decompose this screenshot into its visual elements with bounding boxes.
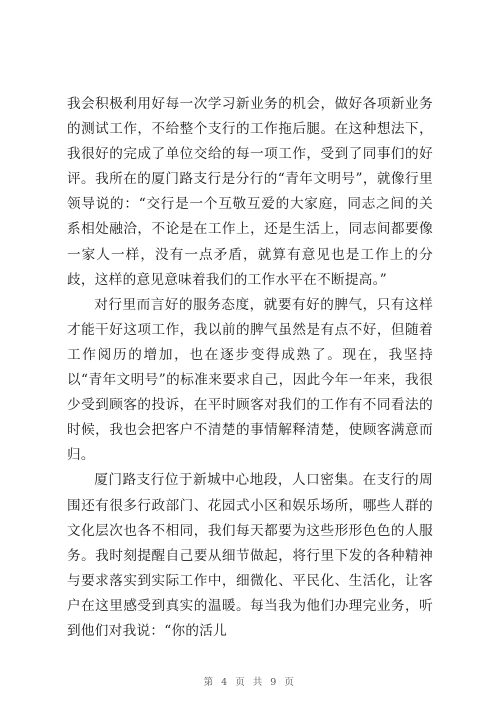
page-footer [0, 674, 500, 688]
document-body [67, 92, 433, 644]
paragraph-1: 我会积极利用好每一次学习新业务的机会，做好各项新业务的测试工作，不给整个支行的工作拖后腿。在这种想法下，我很好的完成了单位交给的每一项工作，受到了同事们的好评。我所在的厦门路支行是分行的“青年文明号”，就像行里领导说的：“交行是一个互敬互爱的大家庭，同志之间的关系相处融洽，不论是在工作上，还是生活上，同志间都要像一家人一样，没有一点矛盾，就算有意见也是工作上的分歧，这样的意见意味着我们的工作水平在不断提高。” [67, 96, 433, 288]
paragraph-2: 对行里而言好的服务态度，就要有好的脾气，只有这样才能干好这项工作，我以前的脾气虽然是有点不好，但随着工作阅历的增加，也在逐步变得成熟了。现在，我坚持以“青年文明号”的标准来要求自己，因此今年一年来，我很少受到顾客的投诉，在平时顾客对我们的工作有不同看法的时候，我也会把客户不清楚的事情解释清楚，使顾客满意而归。 [67, 296, 433, 464]
paragraph-3: 厦门路支行位于新城中心地段，人口密集。在支行的周围还有很多行政部门、花园式小区和娱乐场所，哪些人群的文化层次也各不相同，我们每天都要为这些形形色色的人服务。我时刻提醒自己要从细节做起，将行里下发的各种精神与要求落实到实际工作中，细微化、平民化、生活化，让客户在这里感受到真实的温暖。每当我为他们办理完业务，听到他们对我说：“你的活儿 [67, 472, 433, 639]
page-number: 第 4 页 共 9 页 [203, 677, 297, 688]
